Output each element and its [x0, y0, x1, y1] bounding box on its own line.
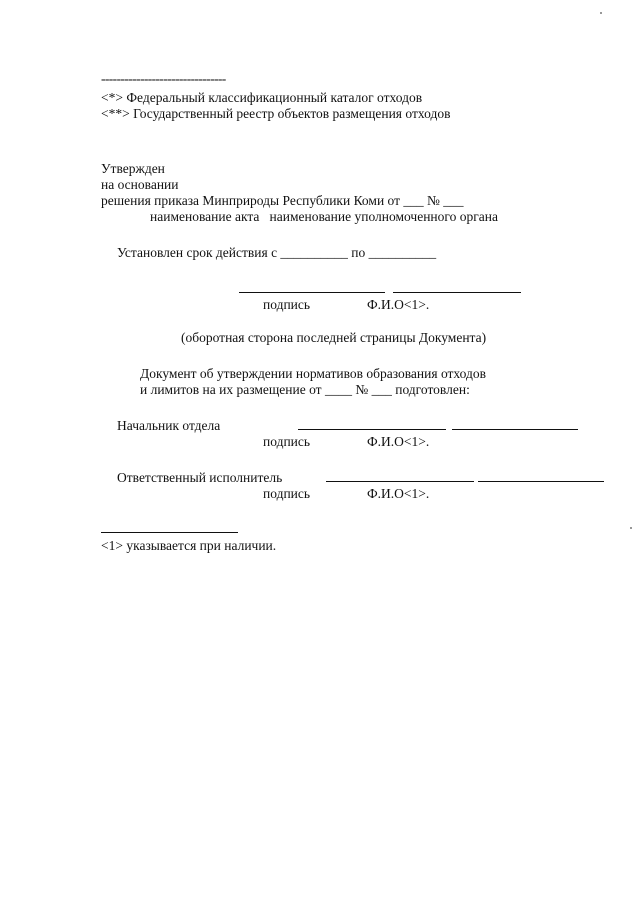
- full-name-caption: Ф.И.О<1>.: [367, 434, 430, 449]
- name-line: [452, 429, 578, 430]
- document-statement-line-1: Документ об утверждении нормативов образования отходов: [140, 366, 487, 381]
- reverse-side-note: (оборотная сторона последней страницы Документа): [181, 330, 487, 345]
- footnote-federal-catalog: <*> Федеральный классификационный каталог отходов: [101, 90, 423, 105]
- full-name-caption: Ф.И.О<1>.: [367, 297, 430, 312]
- footnote-state-registry: <**> Государственный реестр объектов размещения отходов: [101, 106, 451, 121]
- signature-caption: подпись: [263, 297, 311, 312]
- footnote-text: <1> указывается при наличии.: [101, 538, 277, 553]
- approval-captions: наименование акта наименование уполномоченного органа: [150, 209, 498, 224]
- signature-caption: подпись: [263, 434, 311, 449]
- footnote-separator: [101, 532, 238, 533]
- executor-label: Ответственный исполнитель: [117, 470, 283, 485]
- approval-basis: на основании: [101, 177, 179, 192]
- signature-caption: подпись: [263, 486, 311, 501]
- department-head-label: Начальник отдела: [117, 418, 221, 433]
- separator-dashes: --------------------------------: [101, 71, 226, 86]
- name-line: [393, 292, 521, 293]
- scan-speck: [630, 527, 632, 529]
- signature-line: [239, 292, 385, 293]
- approved-heading: Утвержден: [101, 161, 165, 176]
- signature-line: [326, 481, 474, 482]
- document-statement-line-2: и лимитов на их размещение от ____ № ___ подготовлен:: [140, 382, 470, 397]
- approval-order-line: решения приказа Минприроды Республики Коми от ___ № ___: [101, 193, 464, 208]
- validity-period: Установлен срок действия с __________ по __________: [117, 245, 437, 260]
- scan-speck: [600, 12, 602, 14]
- name-line: [478, 481, 604, 482]
- signature-line: [298, 429, 446, 430]
- full-name-caption: Ф.И.О<1>.: [367, 486, 430, 501]
